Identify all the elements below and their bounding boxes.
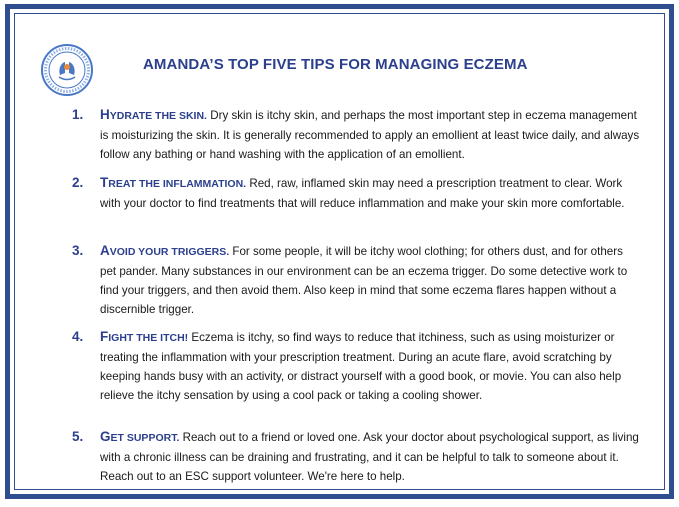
tip-heading-initial: G	[100, 429, 111, 444]
page-title	[143, 56, 528, 73]
tip-heading-rest: IGHT THE ITCH!	[108, 332, 189, 344]
document-frame	[5, 4, 674, 499]
tip-heading	[100, 107, 207, 122]
tip-number: 3.	[72, 243, 84, 258]
list-item	[72, 173, 642, 213]
tip-heading-rest: YDRATE THE SKIN.	[109, 110, 207, 122]
list-item	[72, 327, 642, 405]
tip-heading	[100, 329, 189, 344]
tip-heading-initial: H	[100, 107, 110, 122]
tip-heading-initial: A	[100, 243, 110, 258]
tip-body: For some people, it will be itchy wool clothing; for others dust, and for others pet pander. Many substances in our environment can be an eczema trigger. Do some detective work to find your triggers, and then avoid them. Also keep in mind that some eczema flares happen without a discernible trigger.	[100, 245, 628, 316]
tip-body: Reach out to a friend or loved one. Ask your doctor about psychological support, as living with a chronic illness can be draining and frustrating, and it can be helpful to talk to someone about it. Reach out to an ESC support volunteer. We're here to help.	[100, 431, 639, 483]
tip-heading-rest: ET SUPPORT.	[110, 432, 180, 444]
tip-heading	[100, 243, 230, 258]
tip-number: 2.	[72, 175, 84, 190]
tip-body: Dry skin is itchy skin, and perhaps the most important step in eczema management is moisturizing the skin. It is generally recommended to apply an emollient at least twice daily, and always follow any bathing or hand washing with the application of an emollient.	[100, 109, 640, 161]
society-seal-icon	[40, 43, 94, 97]
tip-body: Eczema is itchy, so find ways to reduce that itchiness, such as using moisturizer or treating the inflammation with your prescription treatment. During an acute flare, avoid scratching by keeping hands busy with an activity, or distract yourself with a good book, or movie. You can also help relieve the itchy sensation by using a cool pack or taking a cooling shower.	[100, 331, 622, 402]
list-item	[72, 241, 642, 319]
tip-heading	[100, 429, 180, 444]
tip-heading-initial: T	[100, 175, 109, 190]
tip-number: 1.	[72, 107, 84, 122]
list-item	[72, 105, 642, 164]
tip-heading-initial: F	[100, 329, 109, 344]
tip-heading-rest: REAT THE INFLAMMATION.	[108, 178, 247, 190]
tip-number: 4.	[72, 329, 84, 344]
list-item	[72, 427, 642, 486]
tip-body: Red, raw, inflamed skin may need a prescription treatment to clear. Work with your doctor to find treatments that will reduce inflammation and make your skin more comfortable.	[100, 177, 625, 210]
page-title-text: AMANDA’S TOP FIVE TIPS FOR MANAGING ECZEMA	[143, 56, 528, 73]
tip-number: 5.	[72, 429, 84, 444]
tip-heading-rest: VOID YOUR TRIGGERS.	[109, 246, 230, 258]
tip-heading	[100, 175, 247, 190]
